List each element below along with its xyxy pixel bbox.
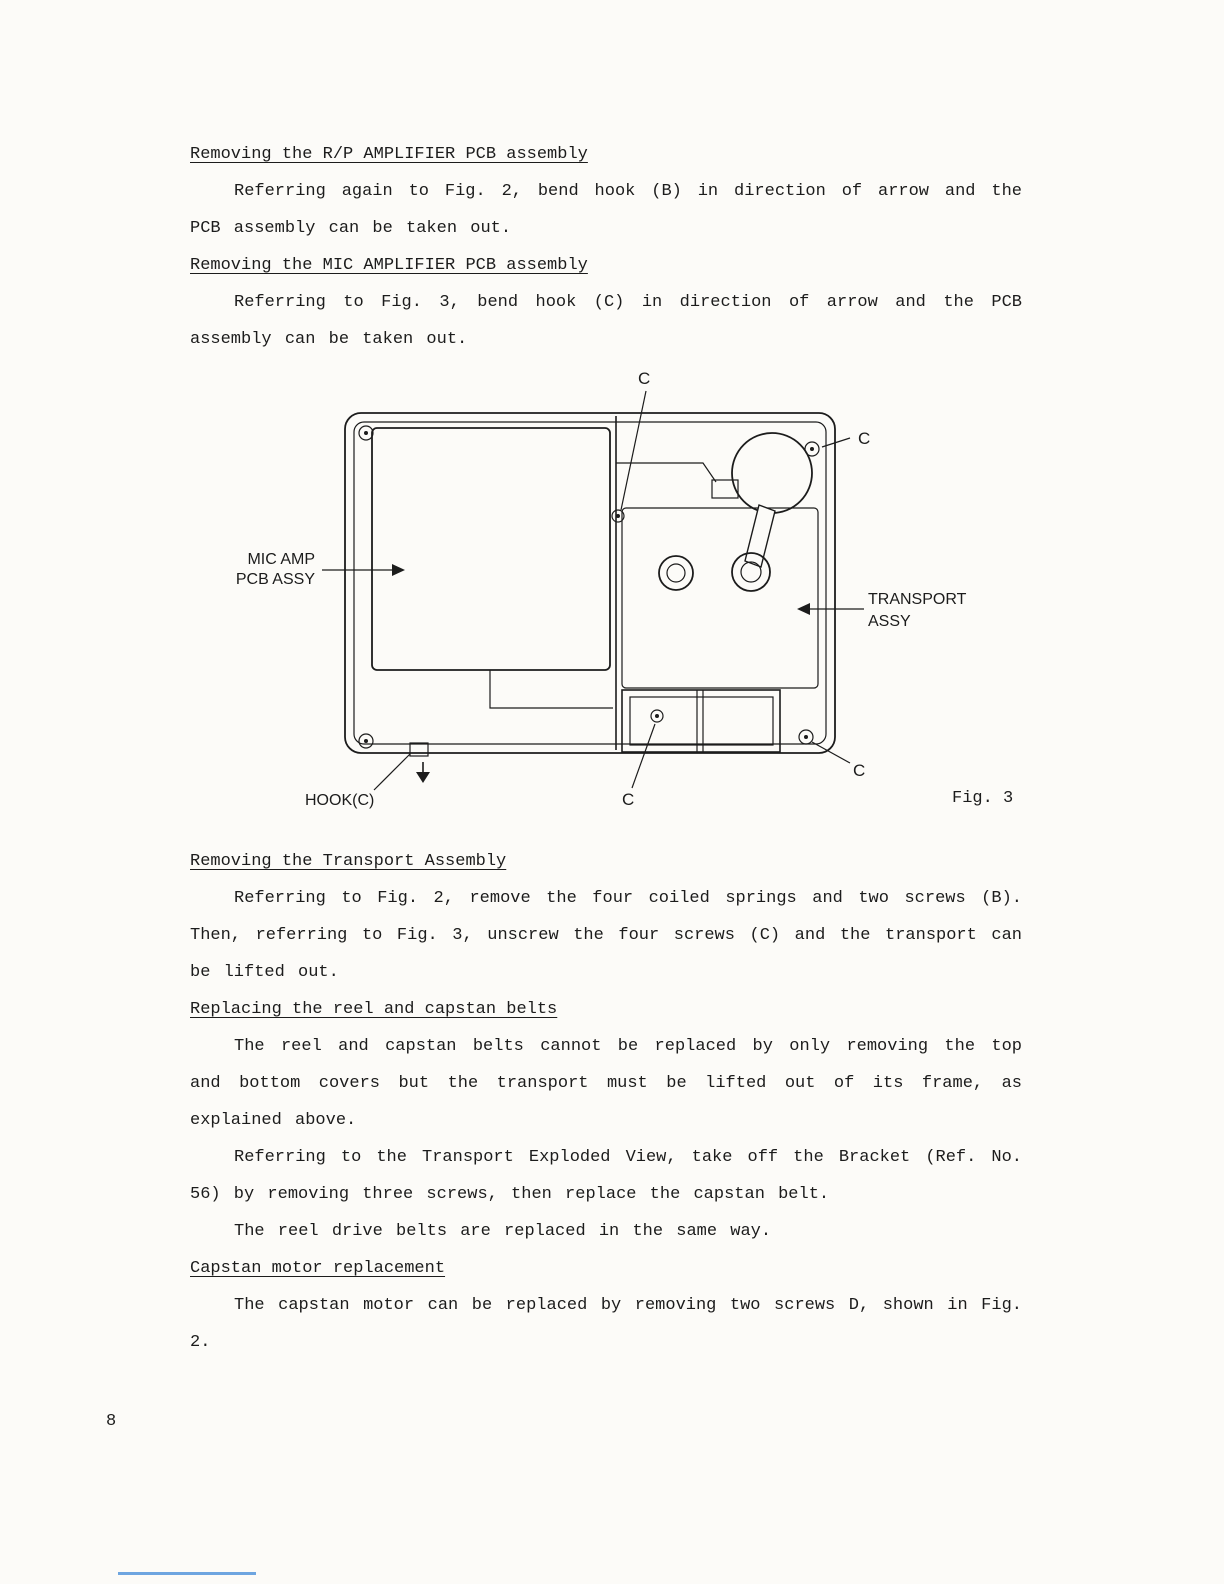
leader-mic-amp <box>322 564 405 576</box>
flywheel-circle <box>732 433 812 513</box>
leader-c-top <box>621 391 646 510</box>
reel-hub-left <box>659 556 693 590</box>
label-c-top: C <box>638 369 651 388</box>
transport-diagram-svg <box>0 358 1224 843</box>
paragraph: The reel drive belts are replaced in the same way. <box>234 1222 772 1241</box>
text-block <box>190 136 1022 1361</box>
label-mic-amp-line1: MIC AMP <box>247 551 315 568</box>
section-heading-text: Capstan motor replacement <box>190 1259 446 1278</box>
label-c-bottom-middle: C <box>622 790 635 809</box>
transport-top-edge <box>616 463 716 482</box>
section-heading-text: Removing the MIC AMPLIFIER PCB assembly <box>190 256 588 275</box>
figure-3-diagram <box>0 358 1224 843</box>
chassis-step-line <box>490 670 613 708</box>
section-heading-text: Removing the Transport Assembly <box>190 852 507 871</box>
leader-hook <box>374 754 410 790</box>
leader-transport <box>797 603 864 615</box>
label-c-bottom-right: C <box>853 761 866 780</box>
figure-caption: Fig. 3 <box>952 789 1014 808</box>
paragraph: Referring again to Fig. 2, bend hook (B) in direction of arrow and the PCB assembly can be taken out. <box>190 182 1022 238</box>
paragraph: Referring to Fig. 2, remove the four coiled springs and two screws (B). Then, referring to Fig. 3, unscrew the four screws (C) and the transport can be lifted out. <box>190 889 1022 982</box>
section-heading-capstan-motor <box>190 1250 1022 1287</box>
paragraph: Referring to the Transport Exploded View, take off the Bracket (Ref. No. 56) by removing three screws, then replace the capstan belt. <box>190 1148 1022 1204</box>
mic-amp-pcb-outline <box>372 428 610 670</box>
section-heading-transport <box>190 843 1022 880</box>
screw-c-bottom-middle <box>651 710 663 722</box>
paragraph: Referring to Fig. 3, bend hook (C) in direction of arrow and the PCB assembly can be taken out. <box>190 293 1022 349</box>
corner-screw-bottom-left <box>359 734 373 748</box>
hook-c-shape <box>410 743 430 783</box>
label-c-top-right: C <box>858 429 871 448</box>
label-hook-c: HOOK(C) <box>305 792 375 809</box>
section-heading-mic-amplifier <box>190 247 1022 284</box>
section-heading-rp-amplifier <box>190 136 1022 173</box>
section-heading-text: Removing the R/P AMPLIFIER PCB assembly <box>190 145 588 164</box>
label-transport-line2: ASSY <box>868 613 911 630</box>
chassis-outer-outline <box>345 413 835 753</box>
corner-screw-bottom-right <box>799 730 813 744</box>
chassis-inner-outline <box>354 422 826 744</box>
transport-area-outline <box>622 508 818 688</box>
label-transport-line1: TRANSPORT <box>868 591 967 608</box>
label-mic-amp-line2: PCB ASSY <box>235 571 315 588</box>
paragraph: The capstan motor can be replaced by removing two screws D, shown in Fig. 2. <box>190 1296 1022 1352</box>
leader-c-bottom-middle <box>632 724 655 788</box>
section-heading-text: Replacing the reel and capstan belts <box>190 1000 558 1019</box>
section-heading-belts <box>190 991 1022 1028</box>
bottom-mechanism <box>622 690 780 752</box>
paragraph: The reel and capstan belts cannot be replaced by only removing the top and bottom covers but the transport must be lifted out of its frame, as explained above. <box>190 1037 1022 1130</box>
page-number: 8 <box>106 1412 117 1431</box>
corner-screw-top-left <box>359 426 373 440</box>
belt-linkage <box>745 505 775 567</box>
scan-artifact-line <box>118 1572 256 1575</box>
